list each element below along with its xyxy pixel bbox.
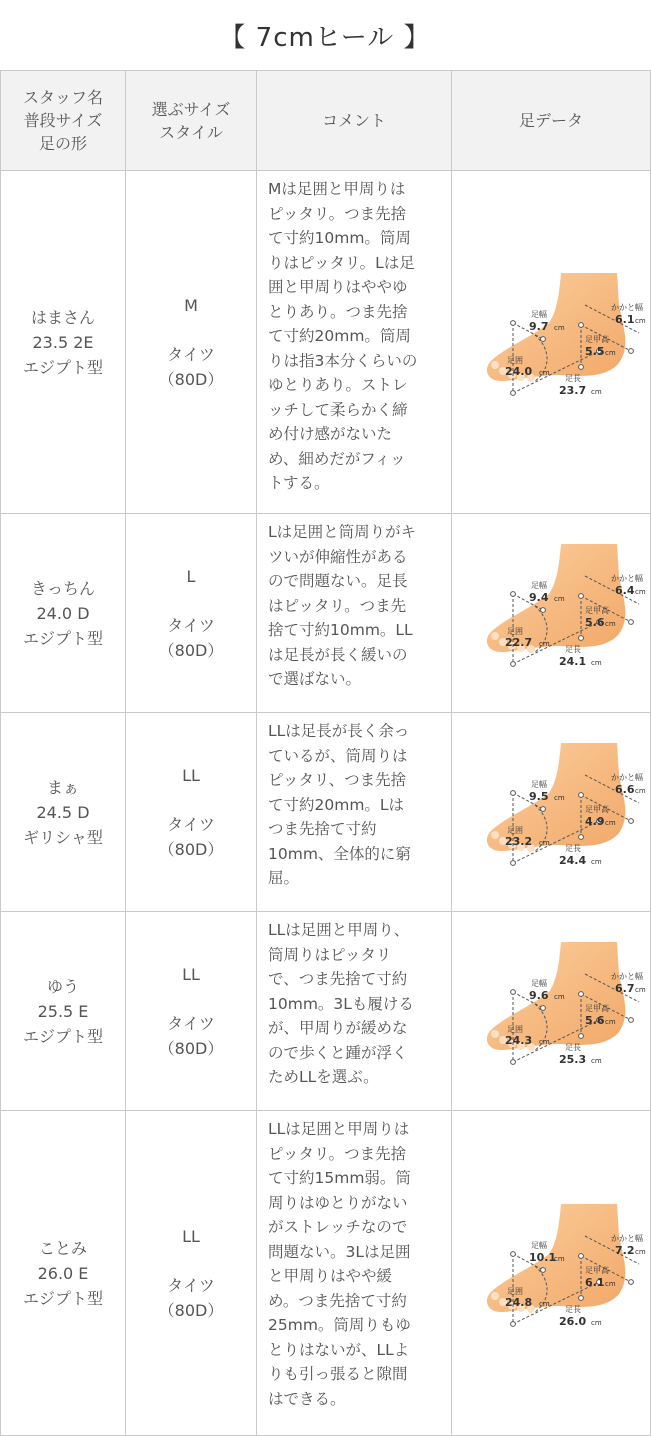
comment-line: りは指3本分くらいの (268, 351, 418, 370)
header-foot: 足データ (452, 71, 651, 171)
toe-nail (491, 1030, 499, 1038)
style-cell (126, 1111, 257, 1436)
label-length: 足長 (565, 374, 581, 383)
measure-point (629, 1280, 634, 1285)
measure-point (579, 1296, 584, 1301)
measure-point (579, 793, 584, 798)
foot-diagram (461, 735, 646, 885)
staff-size: 25.5 E (37, 1001, 89, 1021)
comment-line: 筒周りはピッタリ (268, 945, 392, 964)
comment-line: りはピッタリ。Lは足 (268, 253, 415, 272)
unit-girth: cm (539, 839, 550, 847)
comment-line: 周りはゆとりがない (268, 1193, 408, 1212)
style-denier: （80D） (158, 640, 224, 660)
staff-cell (1, 912, 126, 1111)
measure-point (511, 391, 516, 396)
unit-width: cm (554, 595, 565, 603)
toe-nail (491, 1292, 499, 1300)
style-denier: （80D） (158, 1300, 224, 1320)
measure-point (511, 791, 516, 796)
spacer (127, 1249, 255, 1273)
measure-point (629, 819, 634, 824)
measure-point (579, 992, 584, 997)
measure-point (541, 337, 546, 342)
comment-line: がストレッチなので (268, 1218, 408, 1236)
label-width: 足幅 (531, 581, 547, 590)
label-heel: かかと幅 (611, 773, 643, 782)
comment-line: トする。 (268, 474, 330, 492)
style-cell (126, 713, 257, 912)
comment-line: Lは足囲と筒周りがキ (268, 523, 417, 541)
unit-instep: cm (605, 819, 616, 827)
staff-name: ゆう (46, 976, 79, 996)
label-heel: かかと幅 (611, 574, 643, 583)
comment-line: ピッタリ、つま先捨 (268, 771, 407, 789)
label-length: 足長 (565, 1043, 581, 1052)
staff-cell (1, 713, 126, 912)
table-row (1, 514, 651, 713)
header-comment: コメント (257, 71, 452, 171)
label-length: 足長 (565, 1305, 581, 1314)
comment-line: で、つま先捨て寸約 (268, 970, 408, 988)
comment-line: め、細めだがフィッ (268, 449, 406, 468)
label-length: 足長 (565, 645, 581, 654)
measure-point (541, 1268, 546, 1273)
unit-heel: cm (635, 787, 646, 795)
foot-diagram (461, 536, 646, 686)
comment-line: ピッタリ。つま先捨 (268, 204, 407, 223)
comment-line: ているが、筒周りは (268, 746, 408, 765)
style-cell (126, 912, 257, 1111)
label-girth: 足囲 (507, 356, 523, 365)
header-staff (1, 71, 126, 171)
label-instep: 足甲高 (585, 1004, 609, 1013)
unit-length: cm (591, 388, 602, 396)
value-heel: 6.7 (615, 982, 635, 995)
label-girth: 足囲 (507, 627, 523, 636)
style-name: タイツ (167, 615, 215, 635)
measure-point (541, 807, 546, 812)
comment-line: 屈。 (268, 869, 300, 887)
foot-data-cell (452, 171, 651, 514)
table-row (1, 1111, 651, 1436)
staff-name: まぁ (46, 777, 79, 797)
staff-foot-shape: エジプト型 (22, 628, 103, 648)
chosen-size: M (184, 295, 198, 315)
chosen-size: LL (182, 964, 200, 984)
value-instep: 5.6 (585, 616, 605, 629)
style-denier: （80D） (158, 1038, 224, 1058)
measure-point (511, 1060, 516, 1065)
unit-length: cm (591, 858, 602, 866)
comment-cell (257, 912, 452, 1111)
comment-line: て寸約10mm。筒周 (268, 229, 411, 247)
measure-point (579, 323, 584, 328)
comment-cell (257, 713, 452, 912)
staff-name: ことみ (38, 1238, 87, 1258)
comment-cell (257, 1111, 452, 1436)
comment-cell (257, 171, 452, 514)
foot-data-cell (452, 1111, 651, 1436)
measure-point (511, 861, 516, 866)
staff-foot-shape: エジプト型 (22, 1288, 103, 1308)
value-heel: 7.2 (615, 1244, 635, 1257)
header-style-line: 選ぶサイズ (151, 99, 231, 119)
comment-line: め付け感がないた (268, 425, 393, 443)
unit-length: cm (591, 1319, 602, 1327)
label-heel: かかと幅 (611, 1234, 643, 1243)
unit-length: cm (591, 659, 602, 667)
unit-width: cm (554, 993, 565, 1001)
comment-line: と甲周りはやや緩 (268, 1267, 393, 1285)
staff-name: きっちん (30, 578, 95, 598)
table-row (1, 171, 651, 514)
foot-data-cell (452, 713, 651, 912)
unit-instep: cm (605, 349, 616, 357)
header-row (1, 71, 651, 171)
header-staff-line: 足の形 (38, 134, 87, 153)
comment-line: とりあり。つま先捨 (268, 302, 408, 321)
comment-line: ためLLを選ぶ。 (268, 1068, 379, 1086)
staff-foot-shape: エジプト型 (22, 357, 103, 377)
comment-line: 問題ない。3Lは足囲 (268, 1242, 411, 1261)
measure-point (629, 1018, 634, 1023)
label-girth: 足囲 (507, 826, 523, 835)
measure-point (579, 1254, 584, 1259)
value-instep: 5.6 (585, 1014, 605, 1027)
comment-line: ツいが伸縮性がある (268, 547, 408, 566)
unit-girth: cm (539, 1300, 550, 1308)
measure-point (579, 1034, 584, 1039)
comment-line: はピッタリ。つま先 (268, 596, 407, 615)
value-width: 9.6 (529, 989, 549, 1002)
measure-point (541, 608, 546, 613)
foot-diagram (461, 265, 646, 415)
label-width: 足幅 (531, 780, 547, 789)
value-girth: 23.2 (505, 835, 533, 848)
spacer (127, 987, 255, 1011)
comment-line: ピッタリ。つま先捨 (268, 1144, 407, 1163)
comment-line: て寸約15mm弱。筒 (268, 1169, 411, 1187)
comment-line: 25mm。筒周りもゆ (268, 1316, 411, 1334)
unit-heel: cm (635, 986, 646, 994)
spacer (127, 589, 255, 613)
measure-point (511, 1322, 516, 1327)
foot-data-cell (452, 912, 651, 1111)
comment-line: ので歩くと踵が浮く (268, 1043, 408, 1062)
foot-data-cell (452, 514, 651, 713)
style-cell (126, 514, 257, 713)
measure-point (511, 1252, 516, 1257)
staff-size: 23.5 2E (32, 332, 94, 352)
unit-instep: cm (605, 1280, 616, 1288)
size-table (0, 70, 651, 1436)
value-length: 25.3 (559, 1053, 587, 1066)
style-denier: （80D） (158, 369, 224, 389)
unit-length: cm (591, 1057, 602, 1065)
value-length: 24.4 (559, 854, 587, 867)
comment-line: 囲と甲周りはややゆ (268, 278, 408, 296)
unit-instep: cm (605, 1018, 616, 1026)
comment-line: LLは足囲と甲周りは (268, 1120, 410, 1138)
label-girth: 足囲 (507, 1287, 523, 1296)
style-cell (126, 171, 257, 514)
header-style-line: スタイル (159, 122, 223, 142)
measure-point (579, 835, 584, 840)
toe-nail (491, 831, 499, 839)
label-width: 足幅 (531, 310, 547, 319)
value-girth: 24.8 (505, 1296, 533, 1309)
comment-line: ゆとりあり。ストレ (268, 376, 408, 394)
staff-foot-shape: エジプト型 (22, 1026, 103, 1046)
label-length: 足長 (565, 844, 581, 853)
label-heel: かかと幅 (611, 972, 643, 981)
comment-line: で選ばない。 (268, 670, 362, 688)
style-denier: （80D） (158, 839, 224, 859)
foot-diagram (461, 1196, 646, 1346)
label-width: 足幅 (531, 1241, 547, 1250)
page-title: 【 7cmヒール 】 (219, 22, 431, 53)
measure-point (511, 592, 516, 597)
staff-cell (1, 514, 126, 713)
comment-line: LLは足囲と甲周り、 (268, 921, 410, 939)
value-length: 26.0 (559, 1315, 587, 1328)
measure-point (511, 990, 516, 995)
measure-point (579, 636, 584, 641)
unit-width: cm (554, 1255, 565, 1263)
label-instep: 足甲高 (585, 606, 609, 615)
style-name: タイツ (167, 1013, 215, 1033)
measure-point (511, 662, 516, 667)
label-girth: 足囲 (507, 1025, 523, 1034)
toe-nail (491, 632, 499, 640)
value-instep: 6.1 (585, 1276, 605, 1289)
style-name: タイツ (167, 344, 215, 364)
staff-size: 26.0 E (37, 1263, 89, 1283)
value-instep: 5.5 (585, 345, 605, 358)
header-staff-line: スタッフ名 (22, 88, 103, 107)
spacer (127, 788, 255, 812)
staff-name: はまさん (30, 307, 95, 327)
comment-line: 10mm、全体的に窮 (268, 844, 411, 863)
unit-heel: cm (635, 1248, 646, 1256)
unit-girth: cm (539, 369, 550, 377)
value-heel: 6.4 (615, 584, 635, 597)
measure-point (579, 594, 584, 599)
style-name: タイツ (167, 814, 215, 834)
header-staff-line: 普段サイズ (23, 111, 103, 130)
value-width: 10.1 (529, 1251, 557, 1264)
label-width: 足幅 (531, 979, 547, 988)
comment-line: ので問題ない。足長 (268, 572, 408, 590)
staff-cell (1, 171, 126, 514)
style-name: タイツ (167, 1275, 215, 1295)
unit-girth: cm (539, 1038, 550, 1046)
comment-line: とりはないが、LLよ (268, 1340, 410, 1359)
measure-point (511, 321, 516, 326)
label-instep: 足甲高 (585, 805, 609, 814)
measure-point (579, 365, 584, 370)
value-width: 9.5 (529, 790, 549, 803)
value-girth: 24.3 (505, 1034, 533, 1047)
label-instep: 足甲高 (585, 1266, 609, 1275)
table-row (1, 912, 651, 1111)
unit-width: cm (554, 794, 565, 802)
comment-line: はできる。 (268, 1389, 346, 1408)
chosen-size: LL (182, 1226, 200, 1246)
value-width: 9.4 (529, 591, 549, 604)
comment-line: りも引っ張ると隙間 (268, 1365, 408, 1383)
unit-heel: cm (635, 317, 646, 325)
staff-foot-shape: ギリシャ型 (23, 827, 103, 847)
chosen-size: L (186, 566, 196, 586)
value-length: 23.7 (559, 384, 587, 397)
value-width: 9.7 (529, 320, 549, 333)
comment-cell (257, 514, 452, 713)
staff-cell (1, 1111, 126, 1436)
measure-point (629, 349, 634, 354)
chosen-size: LL (182, 765, 200, 785)
foot-diagram (461, 934, 646, 1084)
comment-line: 10mm。3Lも履ける (268, 994, 414, 1013)
value-heel: 6.6 (615, 783, 635, 796)
comment-line: 捨て寸約10mm。LL (268, 621, 413, 639)
measure-point (629, 620, 634, 625)
comment-line: は足長が長く緩いの (268, 645, 408, 664)
comment-line: ッチして柔らかく締 (268, 400, 408, 419)
comment-line: て寸約20mm。Lは (268, 795, 405, 814)
unit-heel: cm (635, 588, 646, 596)
unit-width: cm (554, 324, 565, 332)
comment-line: め。つま先捨て寸約 (268, 1291, 407, 1310)
label-instep: 足甲高 (585, 335, 609, 344)
value-heel: 6.1 (615, 313, 635, 326)
value-girth: 22.7 (505, 636, 533, 649)
comment-line: LLは足長が長く余っ (268, 722, 410, 740)
label-heel: かかと幅 (611, 303, 643, 312)
comment-line: て寸約20mm。筒周 (268, 327, 411, 345)
value-instep: 4.9 (585, 815, 605, 828)
header-style (126, 71, 257, 171)
staff-size: 24.5 D (36, 802, 90, 822)
staff-size: 24.0 D (36, 603, 90, 623)
comment-line: つま先捨て寸約 (268, 820, 377, 838)
value-length: 24.1 (559, 655, 587, 668)
comment-line: Mは足囲と甲周りは (268, 180, 406, 198)
spacer (127, 318, 255, 342)
toe-nail (491, 361, 499, 369)
unit-girth: cm (539, 640, 550, 648)
measure-point (541, 1006, 546, 1011)
table-row (1, 713, 651, 912)
unit-instep: cm (605, 620, 616, 628)
comment-line: が、甲周りが緩めな (268, 1019, 408, 1037)
value-girth: 24.0 (505, 365, 533, 378)
